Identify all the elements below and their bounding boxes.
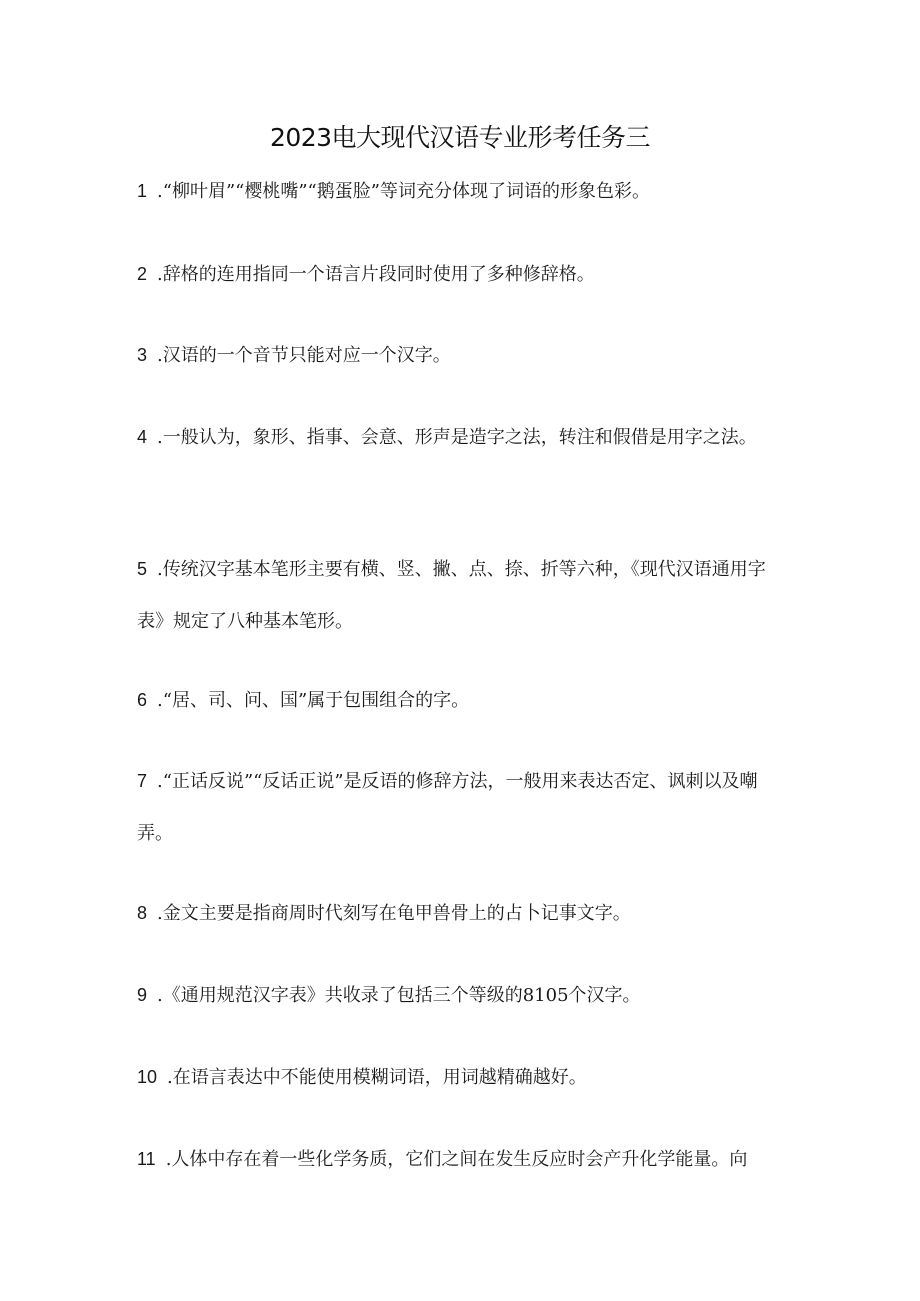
question-item-10 bbox=[137, 1051, 777, 1104]
question-text: .“正话反说”“反话正说”是反语的修辞方法，一般用来表达否定、讽刺以及嘲弄。 bbox=[137, 771, 758, 844]
question-item-9 bbox=[137, 969, 777, 1022]
question-number: 8 bbox=[137, 903, 148, 923]
question-number: 5 bbox=[137, 559, 148, 579]
question-item-2 bbox=[137, 248, 777, 301]
question-number: 7 bbox=[137, 771, 148, 791]
question-item-1 bbox=[137, 165, 777, 218]
question-item-11 bbox=[137, 1133, 777, 1186]
question-text: .《通用规范汉字表》共收录了包括三个等级的8105个汉字。 bbox=[157, 985, 641, 1006]
question-text: .“居、司、问、国”属于包围组合的字。 bbox=[157, 690, 470, 711]
question-text: .人体中存在着一些化学务质，它们之间在发生反应时会产升化学能量。向 bbox=[165, 1149, 748, 1170]
question-item-3 bbox=[137, 329, 777, 382]
question-text: .传统汉字基本笔形主要有横、竖、撇、点、捺、折等六种，《现代汉语通用字表》规定了八种基本笔形。 bbox=[137, 559, 766, 632]
question-item-8 bbox=[137, 887, 777, 940]
question-number: 10 bbox=[137, 1067, 158, 1087]
document-title: 2023电大现代汉语专业形考任务三 bbox=[269, 123, 651, 152]
question-number: 6 bbox=[137, 690, 148, 710]
question-text: .汉语的一个音节只能对应一个汉字。 bbox=[157, 345, 451, 366]
question-text: .在语言表达中不能使用模糊词语，用词越精确越好。 bbox=[167, 1067, 587, 1088]
question-text: .辞格的连用指同一个语言片段同时使用了多种修辞格。 bbox=[157, 264, 595, 285]
question-number: 4 bbox=[137, 427, 148, 447]
question-number: 11 bbox=[137, 1149, 156, 1169]
question-item-5 bbox=[137, 543, 777, 648]
question-text: .金文主要是指商周时代刻写在龟甲兽骨上的占卜记事文字。 bbox=[157, 903, 631, 924]
question-number: 2 bbox=[137, 264, 148, 284]
question-item-6 bbox=[137, 674, 777, 727]
question-item-7 bbox=[137, 755, 777, 860]
question-text: .一般认为，象形、指事、会意、形声是造字之法，转注和假借是用字之法。 bbox=[157, 427, 757, 448]
question-item-4 bbox=[137, 411, 777, 464]
question-number: 9 bbox=[137, 985, 148, 1005]
question-number: 1 bbox=[137, 181, 148, 201]
question-number: 3 bbox=[137, 345, 148, 365]
question-text: .“柳叶眉”“樱桃嘴”“鹅蛋脸”等词充分体现了词语的形象色彩。 bbox=[157, 181, 650, 202]
